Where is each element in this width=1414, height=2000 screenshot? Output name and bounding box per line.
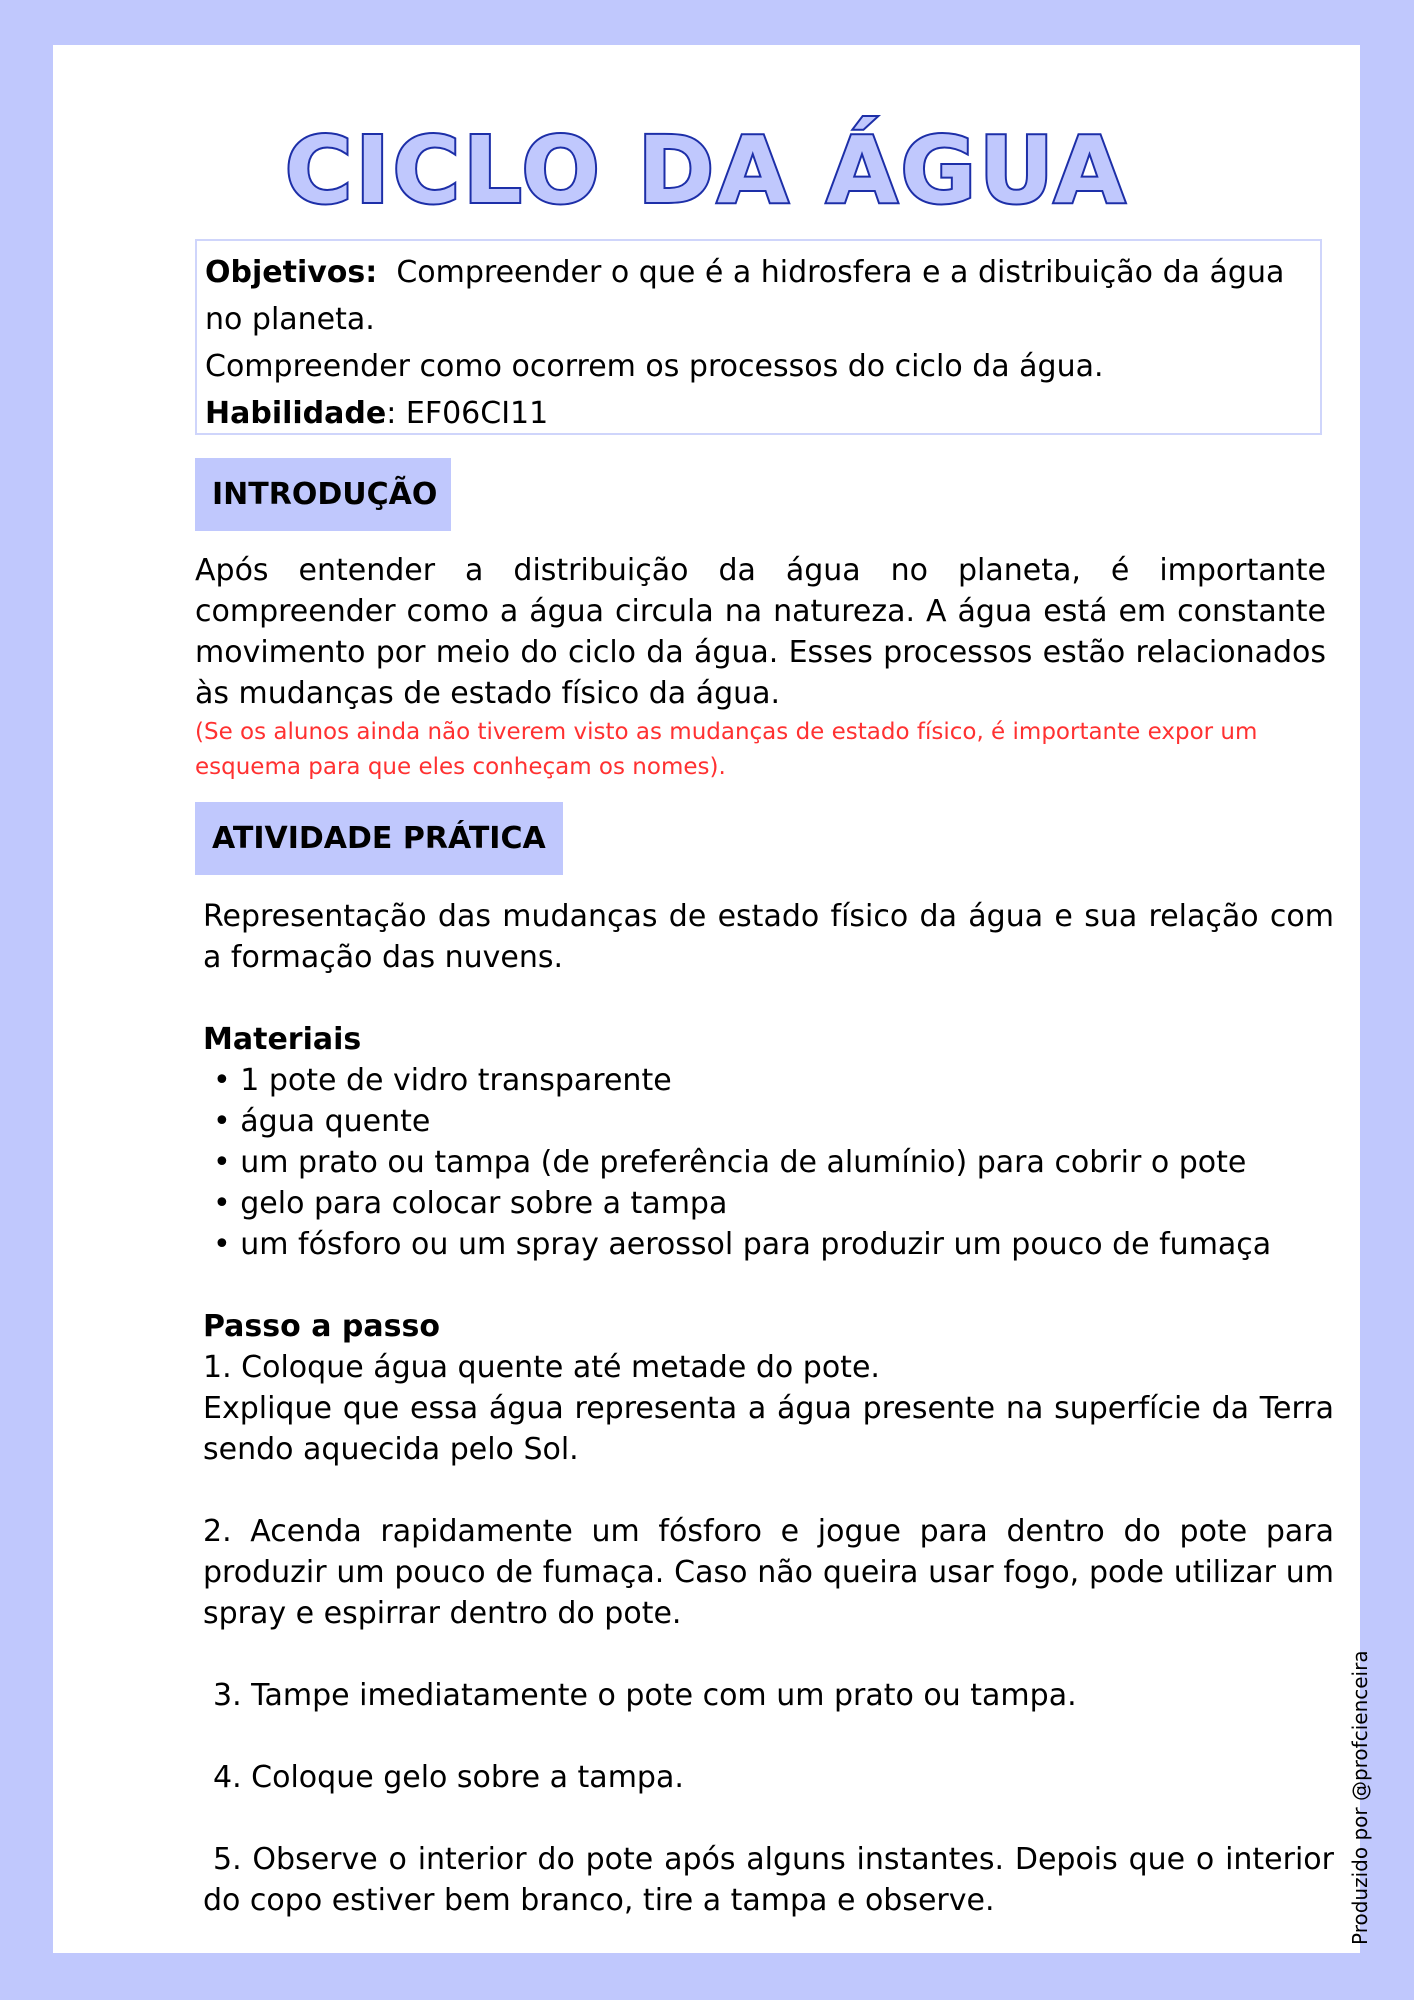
intro-heading: INTRODUÇÃO (195, 458, 451, 531)
intro-text: Após entender a distribuição da água no planeta, é importante compreender como a água circula na natureza. A água está em constante movimento por meio do ciclo da água. Esses processos estão relacionados às mudanças de estado físico da água. (195, 553, 1326, 711)
materials-list (203, 1060, 1334, 1265)
step-1-explanation: Explique que essa água representa a água presente na superfície da Terra sendo aquecida pelo Sol. (203, 1391, 1334, 1467)
activity-intro: Representação das mudanças de estado físico da água e sua relação com a formação das nuvens. (203, 899, 1334, 975)
list-item: • 1 pote de vidro transparente (203, 1060, 1334, 1101)
materials-heading: Materiais (203, 1022, 362, 1057)
page-title: CICLO DA ÁGUA (284, 117, 1129, 224)
step-3: 3. Tampe imediatamente o pote com um prato ou tampa. (213, 1678, 1077, 1713)
skill-value: : EF06CI11 (386, 396, 549, 431)
objectives-box (195, 239, 1322, 435)
list-item: • um prato ou tampa (de preferência de alumínio) para cobrir o pote (203, 1142, 1334, 1183)
steps-heading: Passo a passo (203, 1309, 440, 1344)
activity-body (203, 896, 1334, 1921)
worksheet-page (53, 45, 1360, 1953)
teacher-note: (Se os alunos ainda não tiverem visto as mudanças de estado físico, é importante expor um esquema para que eles conheçam os nomes). (195, 719, 1258, 780)
skill-label: Habilidade (205, 396, 387, 431)
step-5: 5. Observe o interior do pote após alguns instantes. Depois que o interior do copo estiver bem branco, tire a tampa e observe. (203, 1842, 1334, 1918)
objectives-line (205, 249, 1312, 343)
step-1: 1. Coloque água quente até metade do pote. (203, 1350, 880, 1385)
list-item: • um fósforo ou um spray aerossol para produzir um pouco de fumaça (203, 1224, 1334, 1265)
credit-text: Produzido por @profcienceira (1348, 1650, 1372, 1945)
objectives-label: Objetivos: (205, 255, 378, 290)
objectives-text-1: Compreender o que é a hidrosfera e a distribuição da água no planeta. (205, 255, 1285, 337)
list-item: • água quente (203, 1101, 1334, 1142)
step-4: 4. Coloque gelo sobre a tampa. (213, 1760, 684, 1795)
step-2: 2. Acenda rapidamente um fósforo e jogue para dentro do pote para produzir um pouco de fumaça. Caso não queira usar fogo, pode utilizar um spray e espirrar dentro do pote. (203, 1514, 1334, 1631)
skill-line (205, 390, 1312, 437)
activity-heading: ATIVIDADE PRÁTICA (195, 802, 563, 875)
list-item: • gelo para colocar sobre a tampa (203, 1183, 1334, 1224)
objectives-text-2: Compreender como ocorrem os processos do ciclo da água. (205, 349, 1104, 384)
